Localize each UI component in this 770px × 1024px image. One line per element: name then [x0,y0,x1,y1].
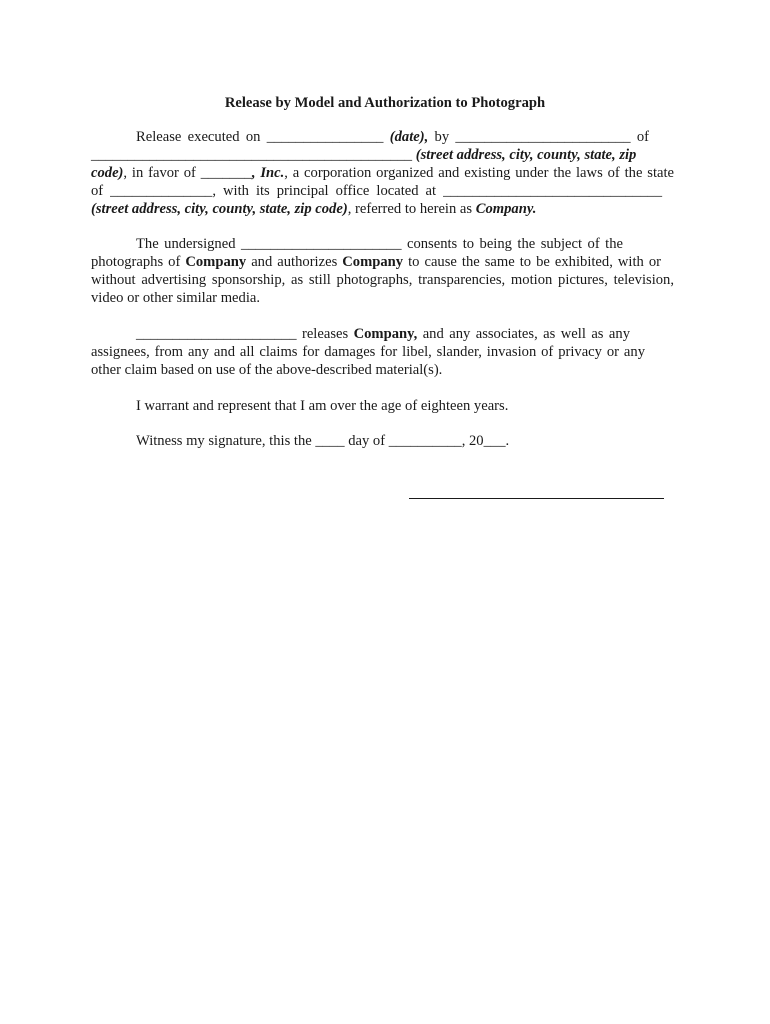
text-run: photographs of [91,254,186,270]
p2-line-4 [91,289,260,307]
text-run: The undersigned ______________________ consents to being the subject of the [136,236,623,252]
p2-line-3 [91,271,674,289]
p3-line-3 [91,361,442,379]
date-label: (date), [389,129,429,145]
text-run: without advertising sponsorship, as still photographs, transparencies, motion pictures, television, [91,272,674,288]
text-run: video or other similar media. [91,290,260,306]
text-run: , referred to herein as [347,201,476,217]
document-title: Release by Model and Authorization to Photograph [224,95,546,111]
p3-line-1 [136,325,630,343]
inc-label: , Inc. [251,165,285,181]
address-label-end: code) [91,165,124,181]
text-run: and any associates, as well as any [417,326,630,342]
p1-line-4 [91,182,662,200]
text-run: , a corporation organized and existing under the laws of the state [284,165,675,181]
p1-line-5 [91,200,536,218]
p3-line-2 [91,343,645,361]
signature-line[interactable] [409,498,664,499]
text-run: , in favor of _______ [123,165,252,181]
text-run: of ______________, with its principal office located at ______________________________ [91,183,662,199]
text-run: ______________________ releases [136,326,354,342]
text-run: to cause the same to be exhibited, with or [403,254,661,270]
text-run: and authorizes [246,254,343,270]
company-label: Company. [475,201,537,217]
text-run: assignees, from any and all claims for damages for libel, slander, invasion of privacy or any [91,344,645,360]
company-term: Company [342,254,404,270]
address-label: (street address, city, county, state, zip code) [91,201,348,217]
text-run: ____________________________________________ [91,147,416,163]
p2-line-2 [91,253,661,271]
p1-line-1 [136,128,649,146]
witness-statement: Witness my signature, this the ____ day of __________, 20___. [136,433,510,449]
company-term: Company, [353,326,418,342]
text-run: other claim based on use of the above-described material(s). [91,362,443,378]
p1-line-3 [91,164,674,182]
warranty-statement: I warrant and represent that I am over the age of eighteen years. [136,398,509,414]
text-run: Release executed on ________________ [136,129,390,145]
company-term: Company [185,254,247,270]
address-label: (street address, city, county, state, zip [415,147,637,163]
p1-line-2 [91,146,657,164]
text-run: by ________________________ of [428,129,649,145]
p2-line-1 [136,235,623,253]
